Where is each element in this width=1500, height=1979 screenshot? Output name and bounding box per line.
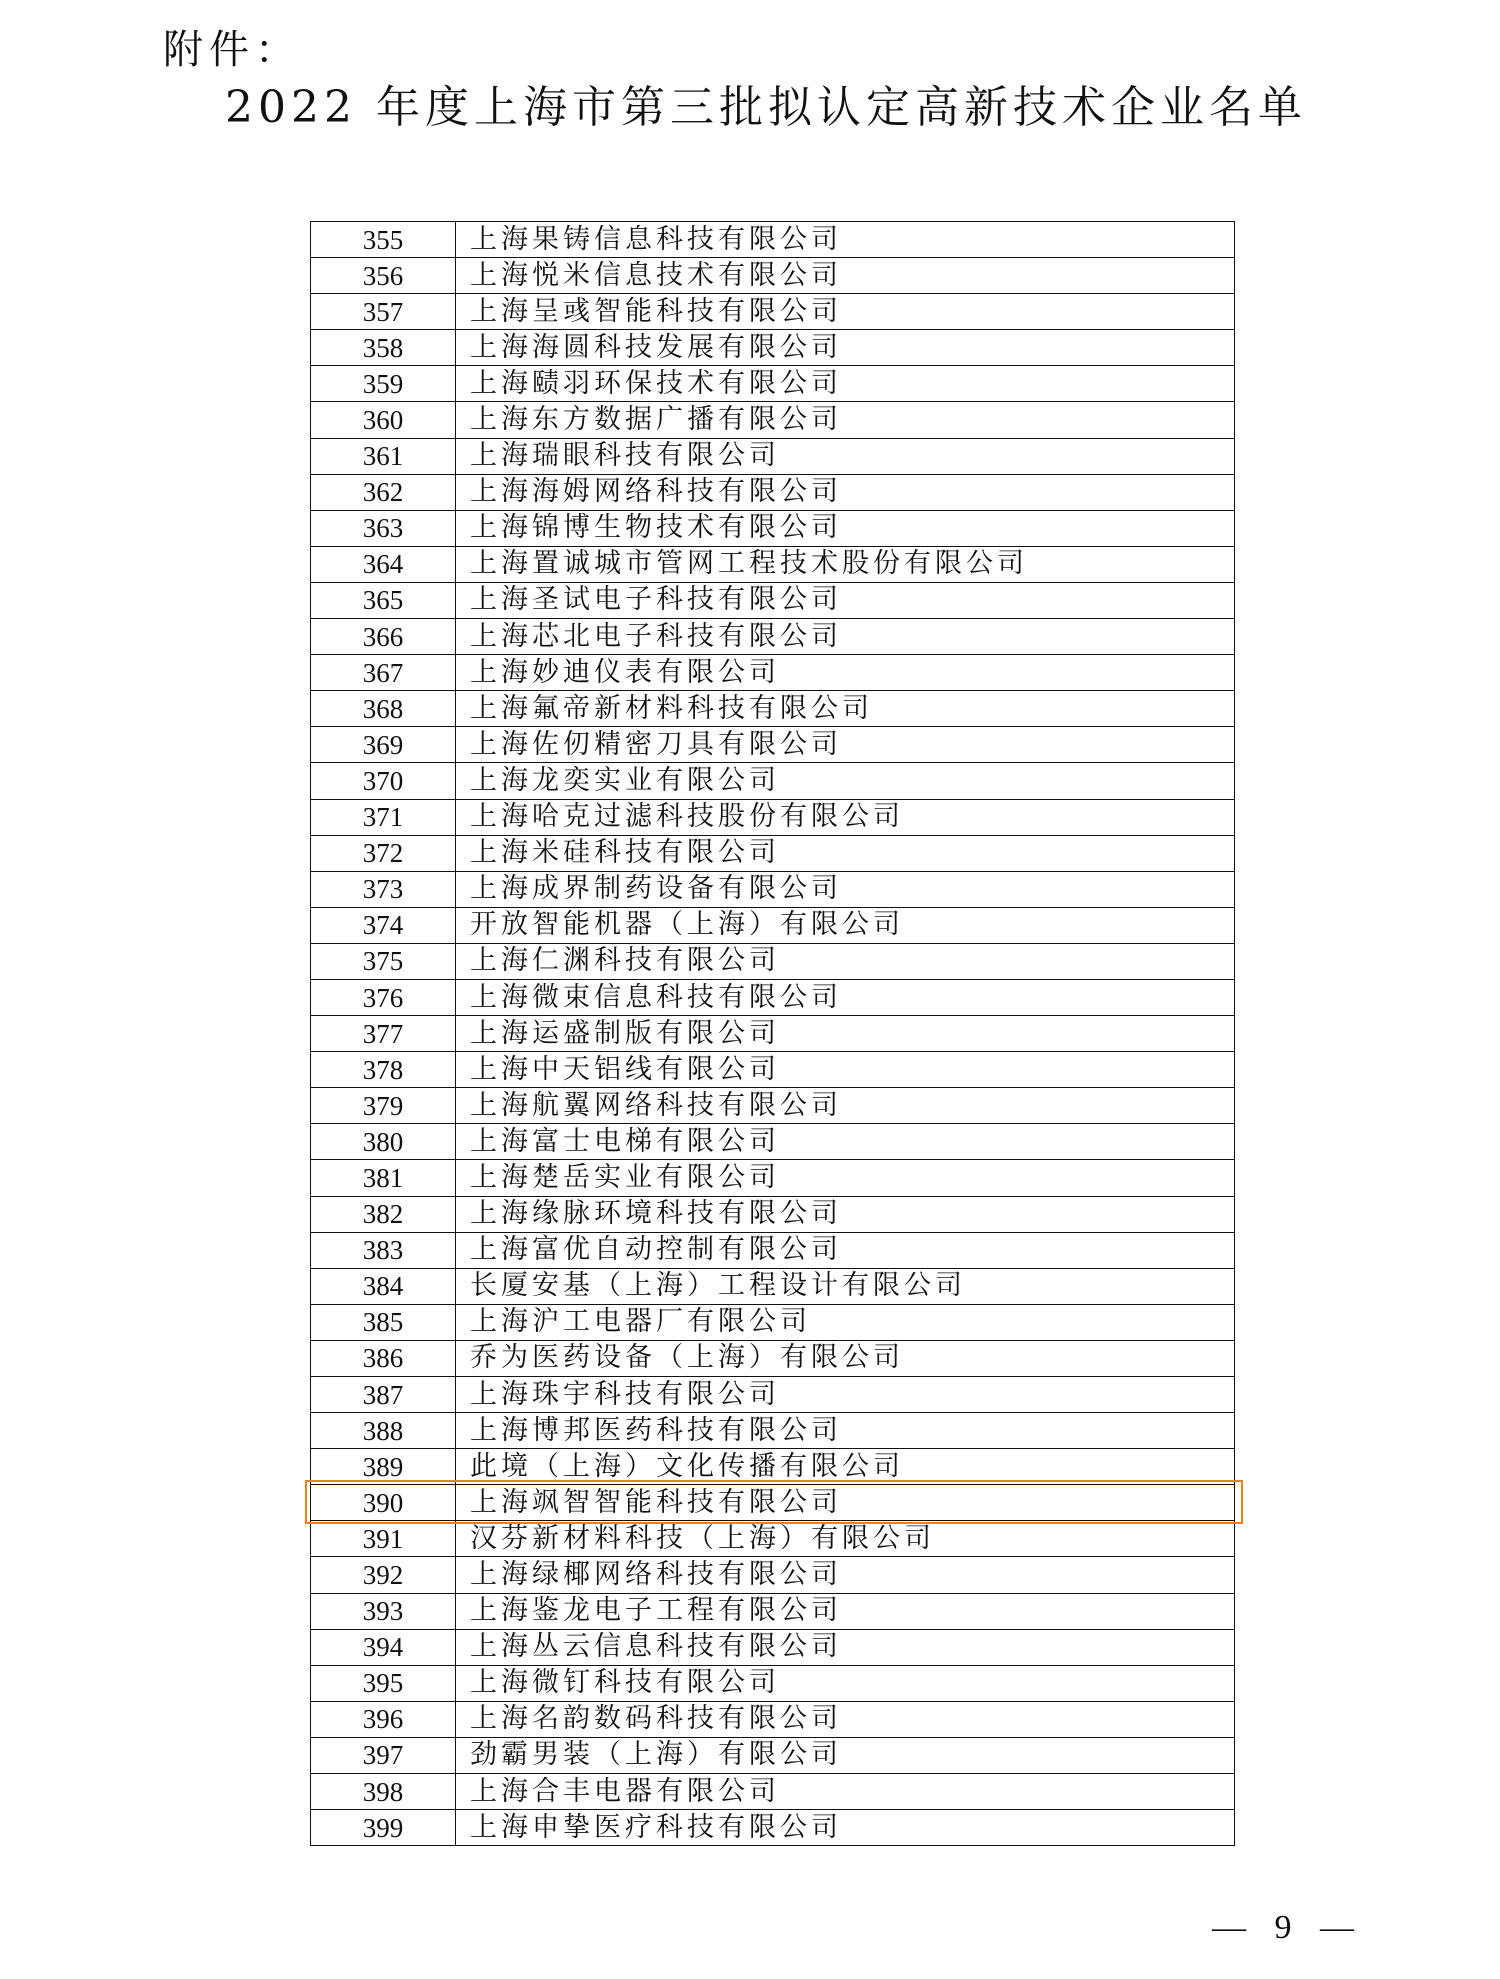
table-row: [311, 1413, 1235, 1449]
row-number: 358: [311, 330, 456, 366]
table-row: [311, 1774, 1235, 1810]
row-number: 390: [311, 1485, 456, 1521]
row-number: 373: [311, 871, 456, 907]
table-row: [311, 546, 1235, 582]
table-row: [311, 1232, 1235, 1268]
row-number: 381: [311, 1160, 456, 1196]
row-number: 398: [311, 1774, 456, 1810]
table-row: [311, 1485, 1235, 1521]
row-number: 371: [311, 799, 456, 835]
row-number: 372: [311, 835, 456, 871]
table-row: [311, 258, 1235, 294]
table-row: [311, 510, 1235, 546]
company-name: 上海妙迪仪表有限公司: [456, 655, 1235, 691]
row-number: 369: [311, 727, 456, 763]
company-name: 上海富士电梯有限公司: [456, 1124, 1235, 1160]
row-number: 391: [311, 1521, 456, 1557]
row-number: 386: [311, 1340, 456, 1376]
table-row: [311, 1016, 1235, 1052]
company-name: 上海缘脉环境科技有限公司: [456, 1196, 1235, 1232]
company-name: 上海芯北电子科技有限公司: [456, 619, 1235, 655]
company-name: 上海置诚城市管网工程技术股份有限公司: [456, 546, 1235, 582]
company-name: 上海呈彧智能科技有限公司: [456, 294, 1235, 330]
row-number: 359: [311, 366, 456, 402]
table-row: [311, 1124, 1235, 1160]
row-number: 378: [311, 1052, 456, 1088]
row-number: 384: [311, 1268, 456, 1304]
table-row: [311, 294, 1235, 330]
company-name: 上海微钉科技有限公司: [456, 1665, 1235, 1701]
table-row: [311, 1449, 1235, 1485]
table-row: [311, 691, 1235, 727]
row-number: 388: [311, 1413, 456, 1449]
table-row: [311, 1521, 1235, 1557]
table-row: [311, 582, 1235, 618]
company-name: 上海成界制药设备有限公司: [456, 871, 1235, 907]
company-name: 上海沪工电器厂有限公司: [456, 1304, 1235, 1340]
company-name: 上海海圆科技发展有限公司: [456, 330, 1235, 366]
row-number: 370: [311, 763, 456, 799]
company-name: 上海中天铝线有限公司: [456, 1052, 1235, 1088]
page-number: — 9 —: [1212, 1909, 1364, 1946]
table-row: [311, 438, 1235, 474]
company-name: 开放智能机器（上海）有限公司: [456, 907, 1235, 943]
company-name: 上海悦米信息技术有限公司: [456, 258, 1235, 294]
row-number: 357: [311, 294, 456, 330]
company-name: 上海合丰电器有限公司: [456, 1774, 1235, 1810]
row-number: 397: [311, 1737, 456, 1773]
company-name: 上海名韵数码科技有限公司: [456, 1701, 1235, 1737]
company-name: 劲霸男装（上海）有限公司: [456, 1737, 1235, 1773]
company-name: 上海哈克过滤科技股份有限公司: [456, 799, 1235, 835]
company-name: 上海东方数据广播有限公司: [456, 402, 1235, 438]
row-number: 366: [311, 619, 456, 655]
company-name: 上海微束信息科技有限公司: [456, 979, 1235, 1015]
company-name: 上海航翼网络科技有限公司: [456, 1088, 1235, 1124]
row-number: 394: [311, 1629, 456, 1665]
company-name: 上海珠宇科技有限公司: [456, 1377, 1235, 1413]
company-name: 上海飒智智能科技有限公司: [456, 1485, 1235, 1521]
row-number: 389: [311, 1449, 456, 1485]
company-name: 上海富优自动控制有限公司: [456, 1232, 1235, 1268]
company-name: 上海绿椰网络科技有限公司: [456, 1557, 1235, 1593]
table-row: [311, 1377, 1235, 1413]
company-name: 上海锦博生物技术有限公司: [456, 510, 1235, 546]
company-name: 上海仁渊科技有限公司: [456, 943, 1235, 979]
company-name: 上海丛云信息科技有限公司: [456, 1629, 1235, 1665]
row-number: 360: [311, 402, 456, 438]
table-row: [311, 1665, 1235, 1701]
company-list-body: [311, 222, 1235, 1846]
table-row: [311, 727, 1235, 763]
company-name: 上海圣试电子科技有限公司: [456, 582, 1235, 618]
row-number: 383: [311, 1232, 456, 1268]
row-number: 363: [311, 510, 456, 546]
company-name: 上海申挚医疗科技有限公司: [456, 1810, 1235, 1846]
row-number: 382: [311, 1196, 456, 1232]
row-number: 399: [311, 1810, 456, 1846]
row-number: 362: [311, 474, 456, 510]
company-name: 汉芬新材料科技（上海）有限公司: [456, 1521, 1235, 1557]
table-row: [311, 1052, 1235, 1088]
company-name: 上海运盛制版有限公司: [456, 1016, 1235, 1052]
table-row: [311, 330, 1235, 366]
row-number: 395: [311, 1665, 456, 1701]
company-name: 此境（上海）文化传播有限公司: [456, 1449, 1235, 1485]
row-number: 387: [311, 1377, 456, 1413]
attachment-label: 附件：: [163, 27, 301, 73]
table-row: [311, 1088, 1235, 1124]
row-number: 364: [311, 546, 456, 582]
table-row: [311, 907, 1235, 943]
row-number: 375: [311, 943, 456, 979]
table-row: [311, 222, 1235, 258]
row-number: 380: [311, 1124, 456, 1160]
row-number: 374: [311, 907, 456, 943]
table-row: [311, 1701, 1235, 1737]
row-number: 396: [311, 1701, 456, 1737]
company-list-table: [310, 221, 1235, 1846]
row-number: 377: [311, 1016, 456, 1052]
row-number: 392: [311, 1557, 456, 1593]
company-name: 上海佐仞精密刀具有限公司: [456, 727, 1235, 763]
table-row: [311, 871, 1235, 907]
row-number: 368: [311, 691, 456, 727]
table-row: [311, 979, 1235, 1015]
table-row: [311, 402, 1235, 438]
row-number: 355: [311, 222, 456, 258]
table-row: [311, 1340, 1235, 1376]
table-row: [311, 1304, 1235, 1340]
company-name: 上海楚岳实业有限公司: [456, 1160, 1235, 1196]
row-number: 365: [311, 582, 456, 618]
table-row: [311, 835, 1235, 871]
table-row: [311, 799, 1235, 835]
company-name: 上海赜羽环保技术有限公司: [456, 366, 1235, 402]
company-name: 上海瑞眼科技有限公司: [456, 438, 1235, 474]
table-row: [311, 1593, 1235, 1629]
company-name: 长厦安基（上海）工程设计有限公司: [456, 1268, 1235, 1304]
table-row: [311, 655, 1235, 691]
document-title: 2022 年度上海市第三批拟认定高新技术企业名单: [225, 82, 1307, 133]
table-row: [311, 366, 1235, 402]
table-row: [311, 1268, 1235, 1304]
table-row: [311, 1196, 1235, 1232]
table-row: [311, 1160, 1235, 1196]
row-number: 376: [311, 979, 456, 1015]
row-number: 385: [311, 1304, 456, 1340]
row-number: 356: [311, 258, 456, 294]
row-number: 379: [311, 1088, 456, 1124]
table-row: [311, 1629, 1235, 1665]
table-row: [311, 763, 1235, 799]
table-row: [311, 474, 1235, 510]
company-name: 上海鉴龙电子工程有限公司: [456, 1593, 1235, 1629]
table-row: [311, 1810, 1235, 1846]
company-name: 上海氟帝新材料科技有限公司: [456, 691, 1235, 727]
company-name: 上海果铸信息科技有限公司: [456, 222, 1235, 258]
table-row: [311, 1737, 1235, 1773]
company-name: 乔为医药设备（上海）有限公司: [456, 1340, 1235, 1376]
company-name: 上海博邦医药科技有限公司: [456, 1413, 1235, 1449]
table-row: [311, 619, 1235, 655]
row-number: 393: [311, 1593, 456, 1629]
company-name: 上海龙奕实业有限公司: [456, 763, 1235, 799]
table-row: [311, 943, 1235, 979]
row-number: 367: [311, 655, 456, 691]
company-name: 上海海姆网络科技有限公司: [456, 474, 1235, 510]
table-row: [311, 1557, 1235, 1593]
company-name: 上海米硅科技有限公司: [456, 835, 1235, 871]
row-number: 361: [311, 438, 456, 474]
